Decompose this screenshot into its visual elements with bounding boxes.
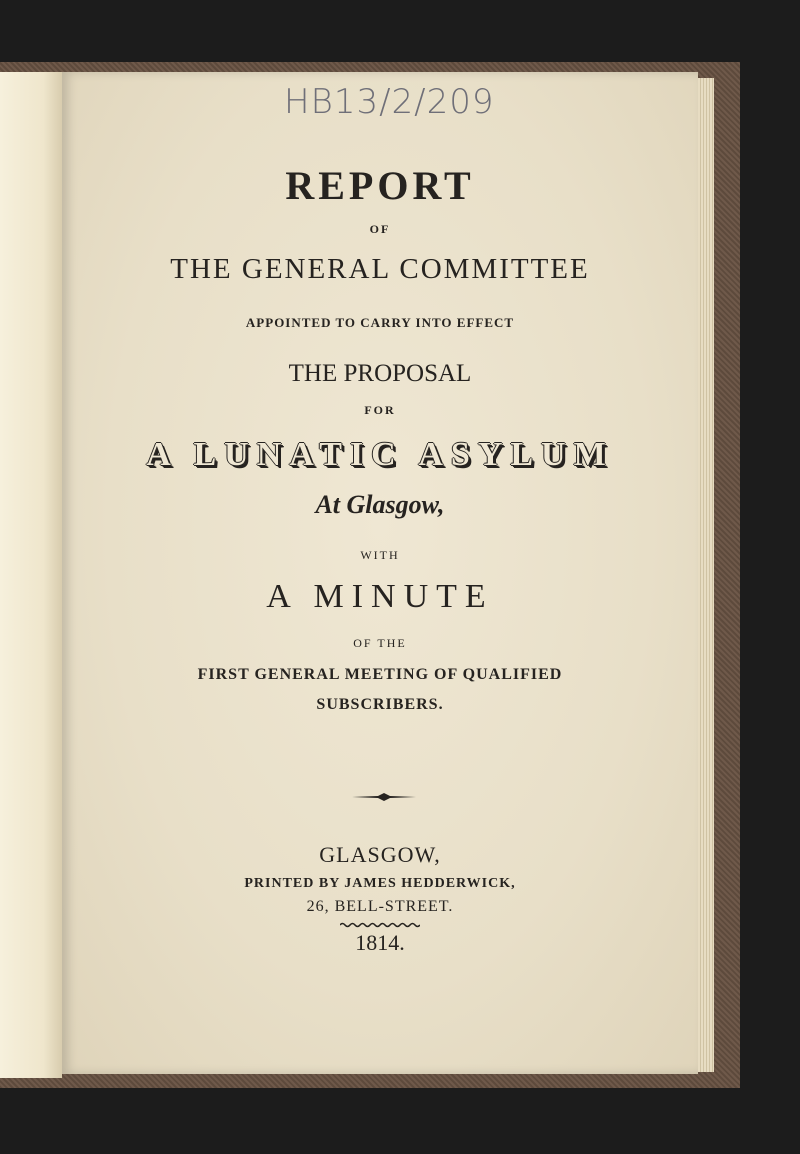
title-minute: A MINUTE xyxy=(266,578,494,615)
wavy-rule-icon xyxy=(340,922,420,928)
title-of-the: OF THE xyxy=(353,636,407,650)
title-report: REPORT xyxy=(285,163,475,208)
title-of: OF xyxy=(369,222,391,236)
title-city: At Glasgow, xyxy=(315,490,445,519)
rule-ornament-icon xyxy=(352,792,416,802)
title-meeting-line1: FIRST GENERAL MEETING OF QUALIFIED xyxy=(197,666,563,683)
title-for: FOR xyxy=(364,403,396,417)
title-proposal: THE PROPOSAL xyxy=(288,360,472,387)
title-asylum: A LUNATIC ASYLUM xyxy=(146,436,614,473)
title-appointed: APPOINTED TO CARRY INTO EFFECT xyxy=(245,315,515,330)
imprint-address: 26, BELL-STREET. xyxy=(306,898,454,915)
title-meeting-line2: SUBSCRIBERS. xyxy=(316,696,444,713)
title-with: WITH xyxy=(360,548,400,562)
title-committee: THE GENERAL COMMITTEE xyxy=(170,253,590,285)
imprint-place: GLASGOW, xyxy=(319,842,441,867)
imprint-year: 1814. xyxy=(355,930,405,955)
facing-page xyxy=(0,72,62,1078)
imprint-printer: PRINTED BY JAMES HEDDERWICK, xyxy=(244,876,516,891)
pencil-shelfmark: HB13/2/209 xyxy=(284,82,495,122)
